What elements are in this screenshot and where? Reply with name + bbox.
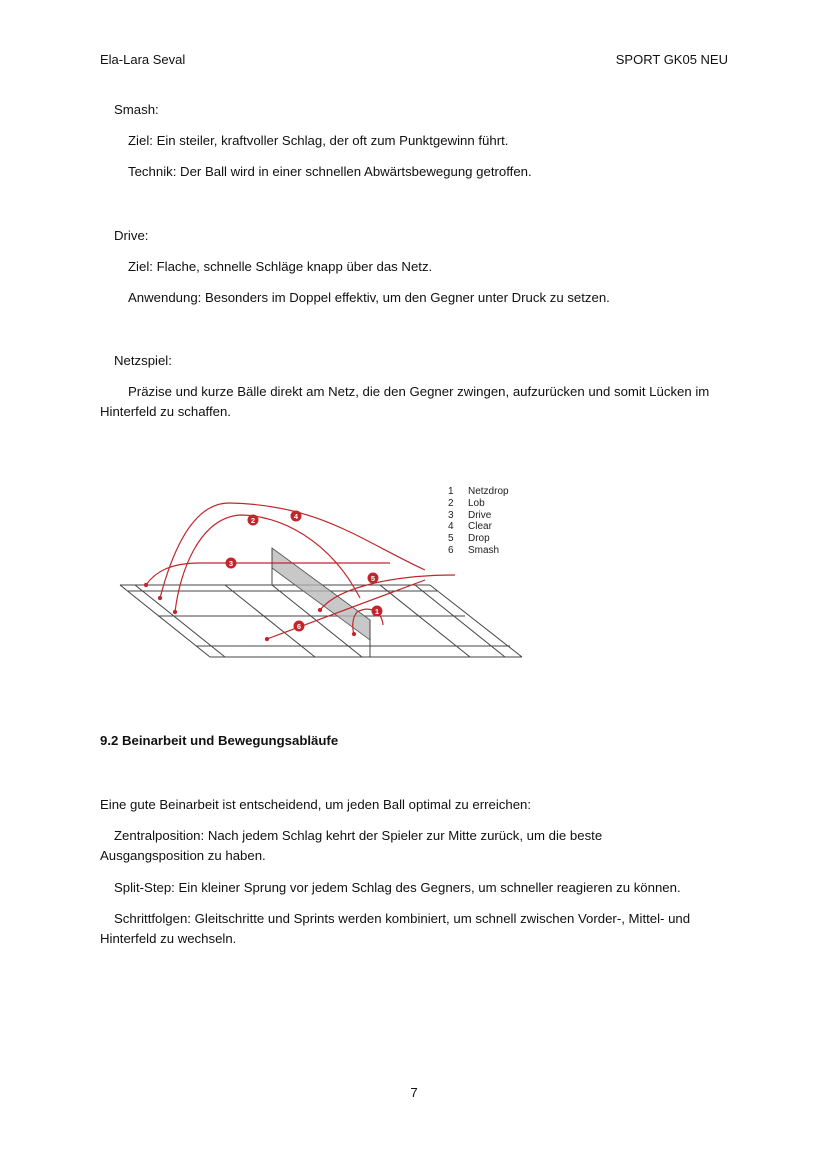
- marker-3: [226, 558, 237, 569]
- footwork-item-schrittfolgen: Schrittfolgen: Gleitschritte und Sprints werden kombiniert, um schnell zwischen Vorder-, Mittel- und Hinterfeld zu wechseln.: [100, 911, 691, 946]
- netzspiel-title: Netzspiel:: [114, 353, 172, 368]
- footwork-item-split-step: Split-Step: Ein kleiner Sprung vor jedem Schlag des Gegners, um schneller reagieren zu können.: [114, 880, 681, 895]
- legend-item: 5 Drop: [448, 533, 490, 545]
- svg-text:1: 1: [374, 607, 380, 616]
- footwork-item-zentralposition: Zentralposition: Nach jedem Schlag kehrt der Spieler zur Mitte zurück, um die beste Ausgangsposition zu haben.: [100, 828, 603, 863]
- svg-text:6: 6: [296, 622, 302, 631]
- marker-1: [372, 606, 383, 617]
- section-intro: Eine gute Beinarbeit ist entscheidend, um jeden Ball optimal zu erreichen:: [100, 797, 532, 812]
- legend-item: 1 Netzdrop: [448, 486, 509, 497]
- smash-ziel: Ziel: Ein steiler, kraftvoller Schlag, der oft zum Punktgewinn führt.: [128, 133, 509, 148]
- marker-4: [291, 511, 302, 522]
- drive-title: Drive:: [114, 228, 149, 243]
- net: [272, 548, 370, 657]
- header-course: SPORT GK05 NEU: [615, 52, 728, 67]
- marker-5: [368, 573, 379, 584]
- diagram-legend: [448, 486, 509, 557]
- marker-2: [248, 515, 259, 526]
- marker-6: [294, 621, 305, 632]
- netzspiel-text: Präzise und kurze Bälle direkt am Netz, die den Gegner zwingen, aufzurücken und somit Lücken im Hinterfeld zu schaffen.: [100, 384, 710, 419]
- svg-text:2: 2: [250, 516, 256, 525]
- legend-item: 6 Smash: [448, 544, 500, 556]
- svg-text:4: 4: [293, 512, 299, 521]
- header-author: Ela-Lara Seval: [100, 52, 186, 67]
- smash-title: Smash:: [114, 102, 159, 117]
- legend-item: 4 Clear: [448, 521, 492, 533]
- legend-item: 3 Drive: [448, 509, 492, 521]
- section-heading-9-2: 9.2 Beinarbeit und Bewegungsabläufe: [100, 733, 339, 748]
- drive-ziel: Ziel: Flache, schnelle Schläge knapp über das Netz.: [128, 259, 433, 274]
- drive-anwendung: Anwendung: Besonders im Doppel effektiv, um den Gegner unter Druck zu setzen.: [128, 290, 610, 305]
- legend-item: 2 Lob: [448, 497, 485, 509]
- svg-text:5: 5: [370, 574, 376, 583]
- svg-text:3: 3: [228, 559, 234, 568]
- page-number: 7: [410, 1085, 418, 1100]
- smash-technik: Technik: Der Ball wird in einer schnellen Abwärtsbewegung getroffen.: [128, 164, 532, 179]
